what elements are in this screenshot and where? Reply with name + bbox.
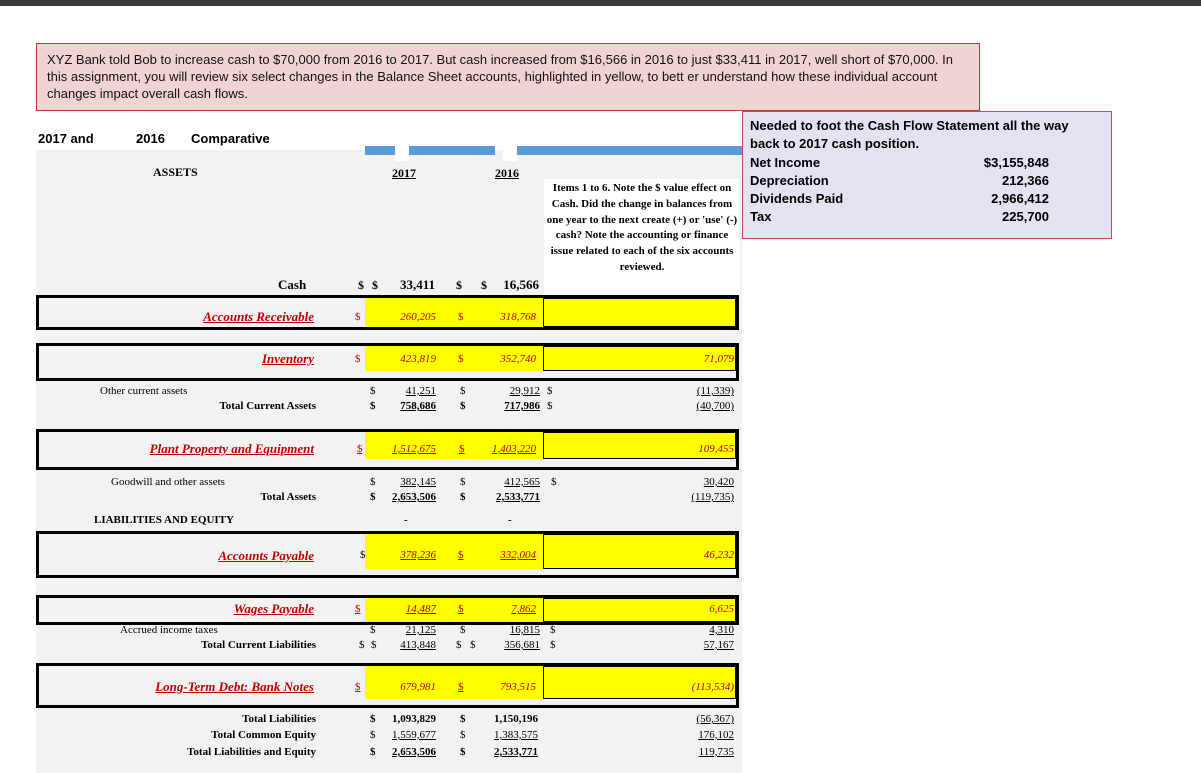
needed-title-line-1: Needed to foot the Cash Flow Statement all the way: [750, 118, 1069, 133]
ap-label: Accounts Payable: [218, 548, 314, 563]
cash-label: Cash: [278, 277, 307, 292]
assets-heading: ASSETS: [153, 165, 198, 179]
ait-2017: 21,125: [405, 624, 436, 636]
ap-dollar-1: $: [360, 549, 366, 561]
cash-dollar-3: $: [456, 278, 462, 292]
tl-2016: 1,150,196: [494, 713, 538, 725]
total-assets-label: Total Assets: [260, 491, 316, 503]
liabilities-equity-heading: LIABILITIES AND EQUITY: [94, 514, 234, 526]
oca-label: Other current assets: [100, 385, 188, 397]
tce-2016: 1,383,575: [494, 729, 538, 741]
cash-dollar-1: $: [358, 278, 364, 292]
needed-title-line-2: back to 2017 cash position.: [750, 136, 920, 151]
ait-label: Accrued income taxes: [120, 624, 218, 636]
total-assets-change: (119,735): [691, 491, 734, 503]
cash-dollar-2: $: [372, 278, 378, 292]
le-dash-2017: -: [404, 514, 408, 526]
ltd-dollar-2: $: [458, 681, 464, 693]
goodwill-dollar-3: $: [551, 476, 557, 488]
needed-label-dividends: Dividends Paid: [750, 191, 844, 206]
tca-dollar-3: $: [547, 400, 553, 412]
tcl-dollar-2b: $: [470, 639, 476, 651]
oca-dollar-3: $: [547, 385, 553, 397]
needed-value-depreciation: 212,366: [1002, 173, 1049, 188]
tl-2017: 1,093,829: [392, 713, 436, 725]
instructions-note: Items 1 to 6. Note the $ value effect on Cash. Did the change in balances from one year to the next create (+) or 'use' (-) cash? Note the accounting or finance issue related to each of the six accounts reviewed.: [544, 179, 740, 295]
ppe-label: Plant Property and Equipment: [149, 441, 314, 456]
column-tab-2017: [395, 145, 409, 161]
tle-dollar-2: $: [460, 746, 466, 758]
goodwill-2016: 412,565: [504, 476, 540, 488]
tcl-dollar-1b: $: [371, 639, 377, 651]
ar-label: Accounts Receivable: [203, 309, 314, 324]
cash-2016: 16,566: [503, 277, 539, 292]
oca-dollar-1: $: [370, 385, 376, 397]
oca-2017: 41,251: [405, 385, 436, 397]
tcl-2017: 413,848: [400, 639, 436, 651]
oca-change: (11,339): [696, 385, 734, 397]
column-heading-2017: 2017: [392, 166, 416, 180]
tcl-2016: 356,681: [504, 639, 540, 651]
inventory-dollar-1: $: [355, 353, 361, 365]
tca-2017: 758,686: [400, 400, 436, 412]
cash-flow-needed-panel: [742, 111, 1112, 239]
goodwill-change: 30,420: [703, 476, 734, 488]
column-bar-2017: [365, 146, 495, 155]
needed-value-tax: 225,700: [1002, 209, 1049, 224]
inventory-label: Inventory: [262, 351, 314, 366]
ap-2017: 378,236: [400, 549, 436, 561]
tce-dollar-1: $: [370, 729, 376, 741]
needed-label-tax: Tax: [750, 209, 772, 224]
tcl-label: Total Current Liabilities: [201, 639, 316, 651]
ppe-change: 109,455: [698, 443, 734, 455]
needed-label-net-income: Net Income: [750, 155, 821, 170]
ltd-label: Long-Term Debt: Bank Notes: [155, 679, 314, 694]
wp-2016: 7,862: [511, 603, 536, 615]
goodwill-dollar-1: $: [370, 476, 376, 488]
column-heading-2016: 2016: [495, 166, 519, 180]
header-year-2: 2016: [136, 131, 165, 146]
total-assets-dollar-2: $: [460, 491, 466, 503]
tca-2016: 717,986: [504, 400, 540, 412]
column-tab-2016: [503, 145, 517, 161]
ait-2016: 16,815: [509, 624, 540, 636]
le-dash-2016: -: [508, 514, 512, 526]
ar-dollar-1: $: [355, 311, 361, 323]
inventory-change: 71,079: [703, 353, 734, 365]
ap-dollar-2: $: [458, 549, 464, 561]
column-bar-2016: [517, 146, 742, 155]
tl-label: Total Liabilities: [242, 713, 316, 725]
ppe-2016: 1,403,220: [492, 443, 536, 455]
tce-dollar-2: $: [460, 729, 466, 741]
tce-change: 176,102: [698, 729, 734, 741]
header-comparative: Comparative: [191, 131, 270, 146]
total-assets-2016: 2,533,771: [496, 491, 540, 503]
ltd-change: (113,534): [691, 681, 734, 693]
ltd-dollar-1: $: [355, 681, 361, 693]
ap-change: 46,232: [703, 549, 734, 561]
tca-change: (40,700): [696, 400, 734, 412]
total-assets-dollar-1: $: [370, 491, 376, 503]
tcl-dollar-1: $: [359, 639, 365, 651]
tle-2017: 2,653,506: [392, 746, 436, 758]
tle-dollar-1: $: [370, 746, 376, 758]
inventory-dollar-2: $: [458, 353, 464, 365]
ar-change-box: [543, 298, 736, 327]
wp-dollar-2: $: [458, 603, 464, 615]
tca-dollar-1: $: [370, 400, 376, 412]
wp-2017: 14,487: [405, 603, 436, 615]
ait-change: 4,310: [709, 624, 734, 636]
ar-2016: 318,768: [500, 311, 536, 323]
ppe-dollar-2: $: [459, 443, 465, 455]
cash-2017: 33,411: [399, 277, 435, 292]
wp-change: 6,625: [709, 603, 734, 615]
ar-2017: 260,205: [400, 311, 436, 323]
goodwill-dollar-2: $: [460, 476, 466, 488]
cash-dollar-4: $: [481, 278, 487, 292]
assignment-intro: XYZ Bank told Bob to increase cash to $70,000 from 2016 to 2017. But cash increased from $16,566 in 2016 to just $33,411 in 2017, well short of $70,000. In this assignment, you will review six select changes in the Balance Sheet accounts, highlighted in yellow, to bett er understand how these individual account changes impact overall cash flows.: [36, 43, 980, 111]
needed-label-depreciation: Depreciation: [750, 173, 829, 188]
goodwill-2017: 382,145: [400, 476, 436, 488]
ltd-2016: 793,515: [500, 681, 536, 693]
ait-dollar-1: $: [370, 624, 376, 636]
tl-change: (56,367): [696, 713, 734, 725]
tca-dollar-2: $: [460, 400, 466, 412]
header-year-1: 2017 and: [38, 131, 94, 146]
tcl-dollar-2: $: [456, 639, 462, 651]
ppe-dollar-1: $: [357, 443, 363, 455]
ap-2016: 332,004: [500, 549, 536, 561]
tle-2016: 2,533,771: [494, 746, 538, 758]
tca-label: Total Current Assets: [219, 400, 316, 412]
oca-2016: 29,912: [509, 385, 540, 397]
ltd-2017: 679,981: [400, 681, 436, 693]
tl-dollar-2: $: [460, 713, 466, 725]
inventory-2016: 352,740: [500, 353, 536, 365]
ait-dollar-3: $: [550, 624, 556, 636]
tle-change: 119,735: [698, 746, 734, 758]
wp-dollar-1: $: [355, 603, 361, 615]
total-assets-2017: 2,653,506: [392, 491, 436, 503]
ar-dollar-2: $: [458, 311, 464, 323]
tl-dollar-1: $: [370, 713, 376, 725]
needed-value-dividends: 2,966,412: [991, 191, 1049, 206]
ait-dollar-2: $: [460, 624, 466, 636]
tcl-change: 57,167: [703, 639, 734, 651]
window-top-bar: [0, 0, 1201, 6]
tle-label: Total Liabilities and Equity: [187, 746, 316, 758]
tce-2017: 1,559,677: [392, 729, 436, 741]
oca-dollar-2: $: [460, 385, 466, 397]
tcl-dollar-3: $: [550, 639, 556, 651]
wp-label: Wages Payable: [233, 601, 314, 616]
tce-label: Total Common Equity: [211, 729, 316, 741]
ppe-2017: 1,512,675: [392, 443, 436, 455]
goodwill-label: Goodwill and other assets: [111, 476, 225, 488]
inventory-2017: 423,819: [400, 353, 436, 365]
needed-value-net-income: $3,155,848: [983, 155, 1049, 170]
